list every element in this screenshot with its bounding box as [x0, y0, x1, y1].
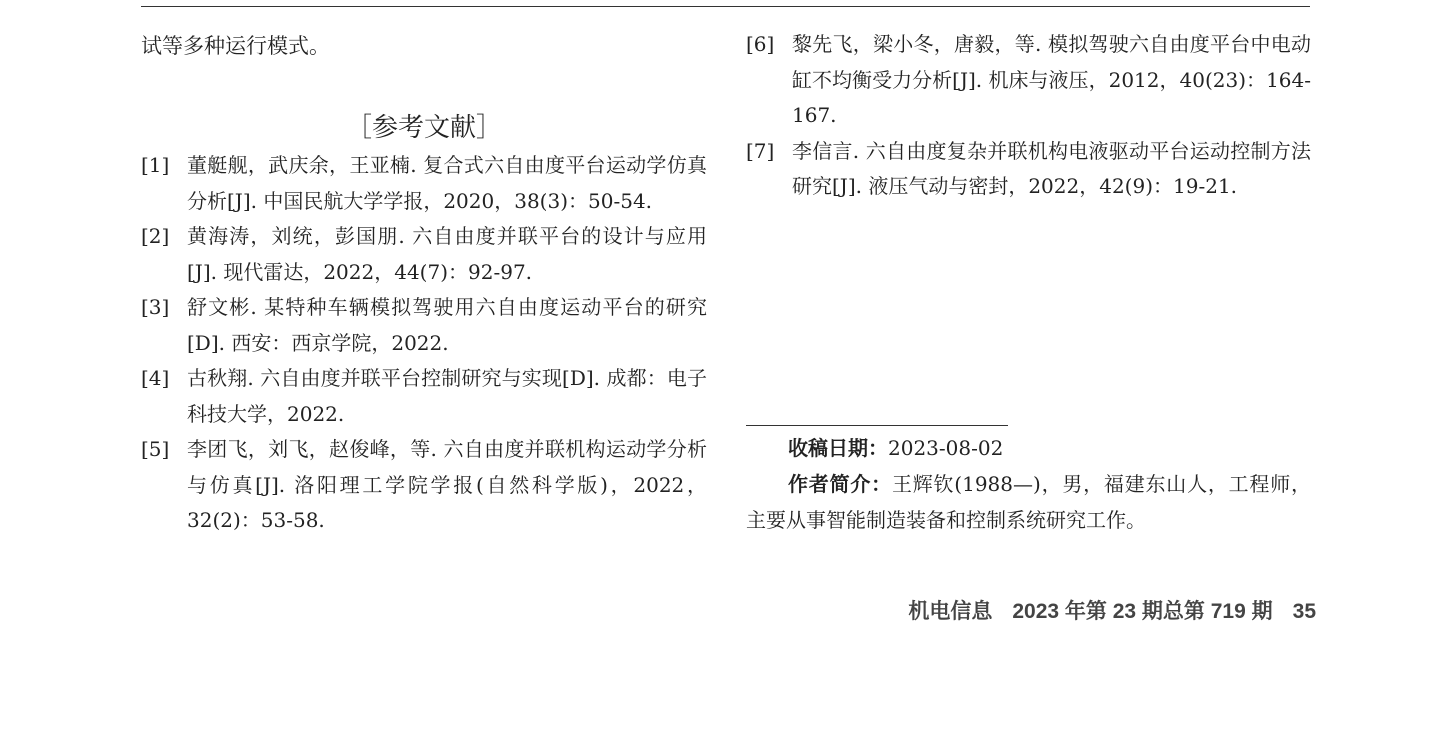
reference-item	[141, 361, 707, 432]
continued-text: 试等多种运行模式。	[141, 34, 330, 58]
page-number: 35	[1292, 600, 1316, 623]
running-footer	[800, 596, 1316, 628]
reference-text: 李信言. 六自由度复杂并联机构电液驱动平台运动控制方法研究[J]. 液压气动与密封，2022，42(9)：19-21.	[792, 138, 1311, 198]
references-heading: ［参考文献］	[345, 113, 502, 143]
top-rule	[141, 6, 1310, 7]
reference-item	[141, 219, 707, 290]
reference-text: 黎先飞，梁小冬，唐毅，等. 模拟驾驶六自由度平台中电动缸不均衡受力分析[J]. 机床与液压，2012，40(23)：164-167.	[792, 32, 1311, 127]
reference-text: 黄海涛，刘统，彭国朋. 六自由度并联平台的设计与应用[J]. 现代雷达，2022，44(7)：92-97.	[187, 224, 707, 284]
reference-number: [2]	[141, 224, 170, 248]
journal-name: 机电信息	[908, 600, 993, 623]
reference-item	[141, 432, 707, 539]
reference-text: 舒文彬. 某特种车辆模拟驾驶用六自由度运动平台的研究[D]. 西安：西京学院，2022.	[187, 295, 707, 355]
reference-item	[746, 134, 1311, 205]
reference-text: 古秋翔. 六自由度并联平台控制研究与实现[D]. 成都：电子科技大学，2022.	[187, 366, 707, 426]
reference-number: [4]	[141, 366, 170, 390]
reference-number: [6]	[746, 32, 775, 56]
reference-text: 董艇舰，武庆余，王亚楠. 复合式六自由度平台运动学仿真分析[J]. 中国民航大学学报，2020，38(3)：50-54.	[187, 153, 707, 213]
reference-number: [5]	[141, 437, 170, 461]
reference-number: [1]	[141, 153, 170, 177]
reference-list-right	[746, 27, 1311, 205]
author-bio-note	[746, 467, 1311, 538]
issue-info: 2023 年第 23 期总第 719 期	[1012, 600, 1273, 623]
reference-item	[141, 148, 707, 219]
reference-list-left	[141, 148, 707, 539]
received-date-value: 2023-08-02	[888, 436, 1004, 460]
reference-text: 李团飞，刘飞，赵俊峰，等. 六自由度并联机构运动学分析与仿真[J]. 洛阳理工学院学报(自然科学版)，2022，32(2)：53-58.	[187, 437, 707, 532]
received-date-label: 收稿日期：	[788, 436, 888, 460]
author-bio-label: 作者简介：	[788, 472, 892, 496]
reference-item	[141, 290, 707, 361]
author-bio-text: 王辉钦(1988—)，男，福建东山人，工程师，主要从事智能制造装备和控制系统研究工作。	[746, 472, 1312, 532]
received-date-note	[746, 431, 1311, 467]
reference-number: [3]	[141, 295, 170, 319]
reference-item	[746, 27, 1311, 134]
reference-number: [7]	[746, 138, 775, 163]
footnote-rule	[746, 425, 1008, 426]
